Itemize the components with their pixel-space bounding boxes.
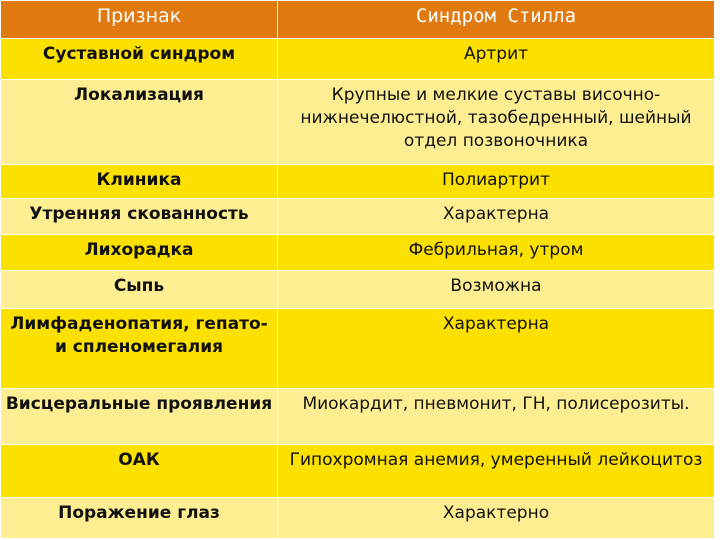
table-row <box>1 389 715 445</box>
row-value: Миокардит, пневмонит, ГН, полисерозиты. <box>278 389 715 445</box>
row-sign: Сыпь <box>1 271 278 309</box>
row-value: Возможна <box>278 271 715 309</box>
row-sign: Утренняя скованность <box>1 199 278 235</box>
table-row <box>1 271 715 309</box>
row-value: Артрит <box>278 39 715 80</box>
row-sign: Поражение глаз <box>1 498 278 539</box>
row-sign: Лимфаденопатия, гепато- и спленомегалия <box>1 309 278 389</box>
row-sign: Висцеральные проявления <box>1 389 278 445</box>
table-row <box>1 39 715 80</box>
row-sign: Суставной синдром <box>1 39 278 80</box>
row-value: Характерно <box>278 498 715 539</box>
row-sign: Локализация <box>1 80 278 165</box>
header-sign: Признак <box>1 1 278 39</box>
row-sign: ОАК <box>1 445 278 498</box>
table-row <box>1 498 715 539</box>
row-sign: Клиника <box>1 165 278 199</box>
row-sign: Лихорадка <box>1 235 278 271</box>
table-row <box>1 445 715 498</box>
table-row <box>1 309 715 389</box>
table-row <box>1 199 715 235</box>
row-value: Характерна <box>278 199 715 235</box>
table-header-row <box>1 1 715 39</box>
row-value: Характерна <box>278 309 715 389</box>
header-still-syndrome: Синдром Стилла <box>278 1 715 39</box>
table-row <box>1 235 715 271</box>
table-row <box>1 165 715 199</box>
row-value: Полиартрит <box>278 165 715 199</box>
table-row <box>1 80 715 165</box>
row-value: Фебрильная, утром <box>278 235 715 271</box>
row-value: Крупные и мелкие суставы височно-нижнечелюстной, тазобедренный, шейный отдел позвоночника <box>278 80 715 165</box>
row-value: Гипохромная анемия, умеренный лейкоцитоз <box>278 445 715 498</box>
